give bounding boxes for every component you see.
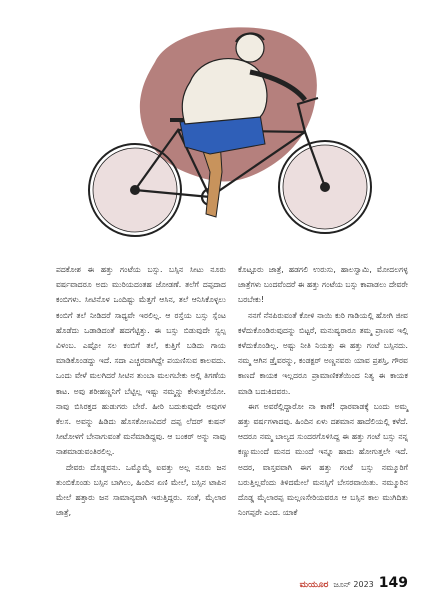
paragraph: ನನಗೆ ನೆನಪಿರುವಂತೆ ಕೋಳಿ ನಾಯಿ ಕುರಿ ಗಾಡಿಯಲ್ಲಿ ಹೋಗಿ ಜೀವ ಕಳೆದುಕೊಂಡಿರುವುದನ್ನು ಬಿಟ್ಟರೆ, ಮನುಷ್ಯರಾರೂ ತಮ್ಮ ಪ್ರಾಣವ ಇಲ್ಲಿ ಕಳೆದುಕೊಂಡಿಲ್ಲ. ಅಷ್ಟು ನೀತಿ ನಿಯತ್ತು ಈ ಹತ್ತು ಗಂಟೆ ಬಸ್ಸಿನದು. ನಮ್ಮ ಆಗಿನ ಡ್ರೈವರನ್ನು, ಕಂಡಕ್ಟರ್ ಅಣ್ಣನವರು ಯಾವ ಪ್ರಶಸ್ತಿ, ಗೌರವ ಕಾಣದೆ ಕಾಯಕ ಇಲ್ಲದರೂ ಪ್ರಾಮಾಣಿಕತೆಯಿಂದ ನಿತ್ಯ ಈ ಕಾಯಕ ಮಾಡಿ ಬದುಕಿದವರು. [238, 310, 408, 396]
magazine-name: ಮಯೂರ [299, 580, 329, 590]
paragraph: ದೇವರು ದೊಡ್ಡವನು. ಒಮ್ಮೊಮ್ಮೆ ಐವತ್ತು ಅಲ್ಲ ನೂರು ಜನ ತುಂಬಿಕೊಂಡು ಬಸ್ಸಿನ ಬಾಗಿಲು, ಹಿಂದಿನ ಏಣಿ ಮೇಲೆ, ಬಸ್ಸಿನ ಟಾಪಿನ ಮೇಲೆ ಹತ್ತಾರು ಜನ ಸಾಮಾನ್ಯವಾಗಿ ಇರುತ್ತಿದ್ದರು. ಸಂತೆ, ಮೈಲಾರ ಜಾತ್ರೆ, [56, 462, 226, 518]
rider-head [236, 34, 264, 62]
issue-month: ಜೂನ್ 2023 [333, 580, 374, 589]
cyclist-illustration [60, 22, 400, 247]
page-number: 149 [378, 575, 408, 591]
paragraph: ಕೊಟ್ಟೂರು ಜಾತ್ರೆ, ಹಡಗಲಿ ಉರುಸು, ಹಾಲಸ್ವಾಮಿ, ಮೋದಲಗಳ್ಳ ಜಾತ್ರೆಗಳು ಬಂದವೆಂದರೆ ಈ ಹತ್ತು ಗಂಟೆಯ ಬಸ್ಸು ಕಾಪಾಡಲು ದೇವರೇ ಬರಬೇಕು! [238, 265, 408, 305]
paragraph: ಈಗ ಅವರೆಲ್ಲಿದ್ದಾರೋ ನಾ ಕಾಣೆ! ಧಾರವಾಡಕ್ಕೆ ಬಂದು ಅಮ್ಮ ಹತ್ತು ವರ್ಷಗಳಾದವು. ಹಿಂದಿನ ಏಳು ದಶಮಾನ ಹಾದೆಲಿಯಲ್ಲಿ ಕಳೆದೆ. ಆದರೂ ನಮ್ಮ ಬಾಲ್ಯದ ಸುಂದರಗೊಳಿಸಿದ್ದ ಈ ಹತ್ತು ಗಂಟೆ ಬಸ್ಸು ನನ್ನ ಕಣ್ಣುಮುಂದೆ ಮನದ ಮುಂದೆ ಇನ್ನೂ ಹಾದು ಹೋಗುತ್ತಲೇ ಇದೆ. ಅದರ, ವಾಸ್ತವವಾಗಿ ಈಗ ಹತ್ತು ಗಂಟೆ ಬಸ್ಸು ನಮ್ಮೂರಿಗೆ ಬರುತ್ತಿಲ್ಲವೆಂದು ತಿಳಿದಮೇಲೆ ಮನಸ್ಸಿಗೆ ಬೇಸರವಾಯಿತು. ನಮ್ಮೂರಿನ ದೊಡ್ಡ ಮೈಲಾರಪ್ಪ ಮಲ್ಲಣಸೇರಿಯವರೂ ಆ ಬಸ್ಸಿನ ಕಾಲ ಮುಗಿದಿತು ನಿಂಗಪ್ಪರೇ ಎಂದ. ಯಾಕೆ [238, 401, 408, 518]
column-left [56, 262, 226, 520]
article-body [56, 262, 408, 520]
column-right [238, 262, 408, 520]
page-footer [300, 575, 408, 591]
paragraph: ಪದಕೋಶ ಈ ಹತ್ತು ಗಂಟೆಯ ಬಸ್ಸು. ಬಸ್ಸಿನ ಸೀಟು ನೂರು ವರ್ಷವಾದರೂ ಅದು ಮುರಿಯದಂತಹ ಜೋಡಣೆ. ತಲೆಗೆ ದಪ್ಪದಾದ ಕಂಬಿಗಳು. ಸೀಟಿನೊಳ ಒಂದಿಷ್ಟು ಮೆತ್ತಗೆ ಆಸಿನ, ತಲೆ ಆನಿಸಿಕೊಳ್ಳಲು ಕಂಬಿಗೆ ತಲೆ ನೀಡಿದರೆ ಸಾಧ್ಯವೇ ಇರಲಿಲ್ಲ. ಆ ರಸ್ತೆಯ ಬಸ್ಸು ಸ್ಸೆಂಟ ಹೊಡೆದು ಒಡಾಡಿದಂತೆ ಹದಗೆಟ್ಟಿತ್ತು. ಈ ಬಸ್ಸು ಬಿಡುವುದೇ ಸ್ವಲ್ಪ ವಿಳಂಬ. ಎಷ್ಟೋ ಸಲ ಕಂಬಿಗೆ ತಲೆ, ಕುತ್ತಿಗೆ ಬಡಿದು ಗಾಯ ಮಾಡಿಕೊಂಡದ್ದು ಇದೆ. ಸದಾ ಎಚ್ಚರವಾಗಿದ್ದೇ ಪಯಣಿಸುವ ಕಾಲವದು. ಒಂದು ವೇಳೆ ಮಲಗಿದರೆ ಸೀಟಿನ ತುಂಬಾ ಮಲಗಬೇಕು ಅಲ್ಲಿ ತಿಗಣೆಯ ಕಾಟ. ಅವು ಶರೀಹಣ್ಣನಿಗೆ ಬೆಟ್ಟಿಲ್ಲ ಇಷ್ಟು ನಮ್ಮನ್ನು ಕೇಳುತ್ತವೆಯೋ. ನಾವು ಬಿಸಿರಕ್ತದ ಹುಡುಗರು ಬೇರೆ. ಹೀರಿ ಬದುಕುವುದೇ ಅವುಗಳ ಕೆಲಸ. ಅವನ್ನು ಹಿಡಿದು ಹೊಸಕೋಣವಿದರೆ ದಪ್ಪ ಲೆದರ್ ಕುಷನ್ ಸೀಟೋಳಗೆ ಬೇನಾಗುವಂತೆ ಮನೆಮಾಡಿದ್ದವು. ಆ ಬಂಕರ್ ಅನ್ನು ನಾವು ನಾಶಮಾಡುವಂತಿರಲಿಲ್ಲ. [56, 265, 226, 457]
